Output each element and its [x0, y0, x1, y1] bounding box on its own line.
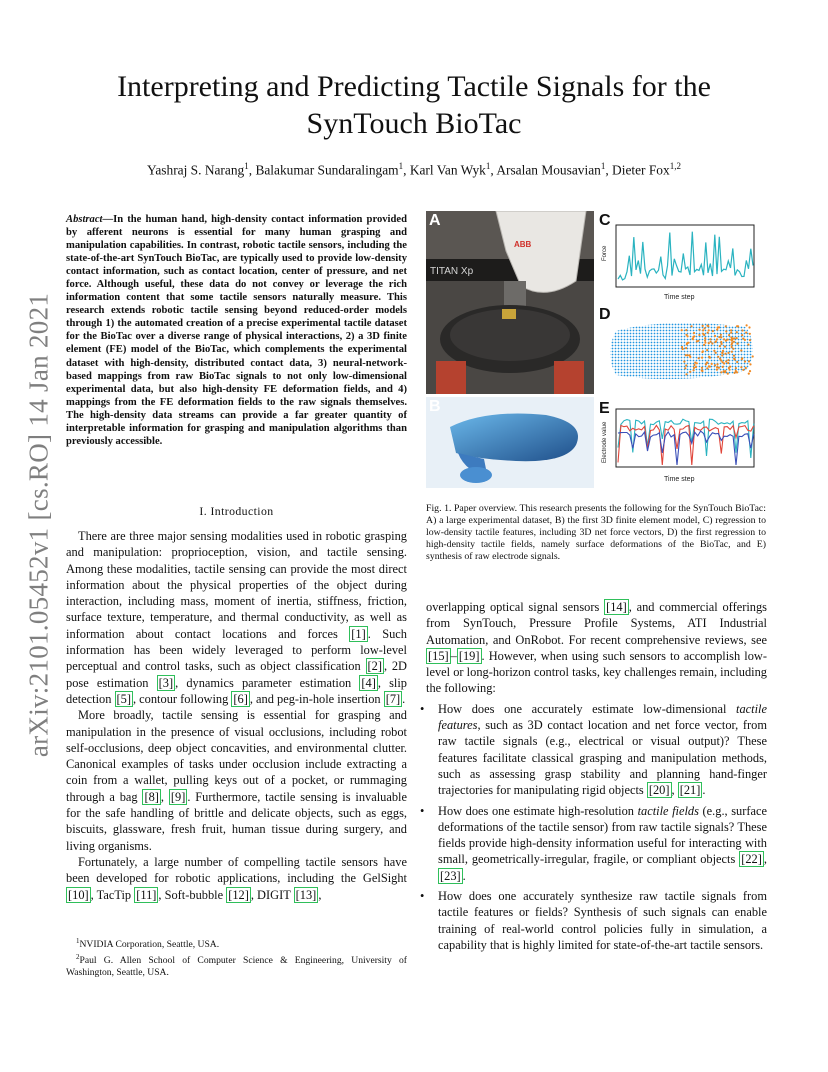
- force-plot: [596, 211, 760, 303]
- citation-link[interactable]: [12]: [228, 887, 249, 902]
- body-text: , slip detection: [66, 675, 407, 706]
- panel-e-electrode-plot: [596, 399, 760, 488]
- list-item: [426, 888, 767, 953]
- body-text: ,: [160, 789, 169, 804]
- body-text: .: [402, 691, 406, 706]
- body-text: How does one accurately synthesize raw tactile signals from tactile features or fields? Synthesis of such signals can enable training of real-world control policies fully in simulation, a capability that is highly limited for state-of-the-art tactile sensors.: [438, 889, 767, 952]
- author-name: Arsalan Mousavian: [496, 162, 601, 178]
- challenge-list: [426, 701, 767, 953]
- footnote-1: $^1$NVIDIA Corporation, Seattle, USA.: [76, 937, 220, 951]
- author-name: Dieter Fox: [612, 162, 670, 178]
- electrode-series-3: [618, 431, 754, 465]
- force-ylabel: Force: [602, 245, 608, 261]
- intro-right-column: [426, 599, 767, 957]
- body-text: There are three major sensing modalities used in robotic grasping and manipulation: proprioception, vision, and tactile sensing. Among these modalities, tactile sensing can provide the most direct information about the physical properties of the object during interaction, including mass, moment of inertia, stiffness, friction, surface texture, temperature, and thermal conductivity, as well as information about contact locations and forces: [66, 529, 407, 641]
- figure-caption: Fig. 1. Paper overview. This research presents the following for the SynTouch BioTac: A) a large experimental dataset, B) the first 3D finite element model, C) regression to low-density tactile features, including 3D net force vectors, D) the first regression to high-density tactile fields, namely surface deformations of the BioTac, and E) synthesis of raw electrode signals.: [426, 503, 766, 563]
- body-text: tactile features: [438, 701, 767, 733]
- body-text: , 2D pose estimation: [66, 659, 407, 690]
- citation-link[interactable]: [9]: [170, 789, 186, 804]
- body-text: , such as 3D contact location and net force vector, from raw tactile signals (e.g., electrical or visual output)? These features facilitate classical grasping and manipulation methods, such as assessing grasp stability and planning hand-finger trajectories for manipulating rigid objects: [438, 718, 767, 798]
- deformation-plot: [596, 305, 760, 397]
- body-text: , TacTip: [90, 887, 135, 902]
- body-text: .: [702, 783, 706, 798]
- footnote-2: $^2$Paul G. Allen School of Computer Science & Engineering, University of Washington, Seattle, USA.: [66, 953, 407, 979]
- body-text: Fortunately, a large number of compelling tactile sensors have been developed for robotic applications, including the GelSight: [66, 854, 407, 886]
- body-text: , DIGIT: [250, 887, 294, 902]
- title-line-1: Interpreting and Predicting Tactile Signals for the: [117, 70, 711, 103]
- panel-label-c: C: [599, 212, 611, 229]
- electrode-xlabel: Time step: [664, 476, 695, 483]
- citation-link[interactable]: [20]: [648, 783, 670, 798]
- author-affiliation: 1: [485, 161, 491, 171]
- citation-link[interactable]: [22]: [741, 852, 762, 867]
- body-text: (e.g., surface deformations of the tactile sensor) from raw tactile signals? These fields provide high-density information useful for interacting with small, geometrically-irregular, fragile, or compliant objects: [438, 803, 767, 867]
- footnotes: [66, 935, 407, 979]
- intro-paragraph-3: [66, 854, 407, 903]
- arxiv-stamp: arXiv:2101.05452v1 [cs.RO] 14 Jan 2021: [23, 292, 54, 758]
- intro-paragraph-2: [66, 707, 407, 854]
- body-text: ,: [318, 887, 322, 902]
- body-text: tactile fields: [637, 803, 699, 818]
- body-text: ,: [763, 852, 767, 867]
- author-list: Yashraj S. Narang$^1$, Balakumar Sundaralingam$^1$, Karl Van Wyk$^1$, Arsalan Mousavian$^1$, Dieter Fox$^{1,2}$: [147, 161, 681, 178]
- intro-left-column: [66, 528, 407, 903]
- citation-link[interactable]: [10]: [68, 887, 89, 902]
- citation-link[interactable]: [6]: [233, 691, 248, 706]
- intro-paragraph-1: [66, 528, 407, 707]
- electrode-series-2: [618, 425, 754, 465]
- panel-label-e: E: [599, 400, 610, 417]
- body-text: . However, when using such sensors to accomplish low-level or long-horizon control tasks, key challenges remain, including the following:: [426, 648, 767, 696]
- citation-link[interactable]: [4]: [361, 675, 376, 690]
- list-item: [426, 701, 767, 799]
- panel-label-b: B: [429, 398, 441, 415]
- electrode-plot: [596, 399, 760, 488]
- citation-link[interactable]: [5]: [116, 691, 131, 706]
- robot-photo: [426, 211, 594, 394]
- body-text: , Soft-bubble: [158, 887, 227, 902]
- citation-link[interactable]: [1]: [351, 626, 366, 641]
- panel-d-deformation-field: [596, 305, 760, 397]
- author-affiliation: 1,2: [669, 161, 681, 171]
- body-text: overlapping optical signal sensors: [426, 600, 605, 614]
- author-name: Yashraj S. Narang: [147, 162, 245, 178]
- author-affiliation: 1: [244, 161, 249, 171]
- electrode-ylabel: Electrode value: [602, 421, 608, 463]
- body-text: .: [462, 868, 466, 883]
- panel-b-fe-model: [426, 397, 594, 488]
- body-text: . Such information has been widely leveraged to perform low-level perceptual and control tasks, such as object classification: [66, 626, 408, 674]
- citation-link[interactable]: [3]: [158, 675, 174, 690]
- citation-link[interactable]: [7]: [385, 691, 401, 706]
- body-text: How does one accurately estimate low-dimensional: [438, 701, 737, 716]
- body-text: , and peg-in-hole insertion: [249, 691, 384, 706]
- citation-link[interactable]: [13]: [295, 887, 317, 902]
- body-text: , and commercial offerings from SynTouch, Pressure Profile Systems, ATI Industrial Automation, and OnRobot. For recent comprehensive reviews, see: [426, 600, 767, 647]
- body-text: ,: [671, 783, 678, 798]
- robot-model-text: TITAN Xp: [430, 266, 474, 277]
- figure-1: [426, 211, 760, 488]
- panel-a-photo: [426, 211, 594, 394]
- body-text: , dynamics parameter estimation: [175, 675, 360, 690]
- fe-model-render: [426, 397, 594, 488]
- list-item: [426, 803, 767, 884]
- title-line-2: SynTouch BioTac: [306, 107, 522, 140]
- section-heading: I. Introduction: [199, 504, 274, 518]
- abstract-text: —In the human hand, high-density contact information provided by afferent neurons is essential for many human grasping and manipulation capabilities. In contrast, robotic tactile sensors, including the state-of-the-art SynTouch BioTac, are typically used to provide low-density contact information, such as contact location, center of pressure, and net force. Although useful, these data do not convey or leverage the rich information content that some tactile sensors naturally measure. This research extends robotic tactile sensing beyond reduced-order models through 1) the automated creation of a precise experimental tactile dataset for the BioTac over a diverse range of physical interactions, 2) a 3D finite element (FE) model of the BioTac, which complements the experimental dataset with high-density, distributed contact data, 3) neural-network-based mappings from raw BioTac signals to not only low-dimensional experimental data, but also high-density FE deformation fields, and 4) mappings from the FE deformation fields to the raw signals themselves. The high-density data streams can provide a far greater quantity of interpretable information for grasping and manipulation algorithms than previously accessible.: [66, 214, 407, 447]
- citation-link[interactable]: [11]: [136, 887, 157, 902]
- citation-link[interactable]: [23]: [440, 868, 461, 883]
- citation-link[interactable]: [2]: [367, 659, 382, 674]
- citation-link[interactable]: [14]: [606, 600, 627, 614]
- citation-link[interactable]: [21]: [679, 783, 701, 798]
- author-name: Karl Van Wyk: [409, 162, 486, 178]
- citation-link[interactable]: [19]: [458, 648, 480, 663]
- body-text: . Furthermore, tactile sensing is invaluable for the safe handling of brittle and delicate objects, such as eggs, biscuits, glassware, fresh fruit, human tissue during surgery, and living organisms.: [66, 789, 407, 853]
- author-affiliation: 1: [398, 161, 404, 171]
- body-text: How does one estimate high-resolution: [438, 803, 638, 818]
- panel-label-d: D: [599, 306, 611, 323]
- abstract: [66, 213, 407, 448]
- body-text: More broadly, tactile sensing is essential for grasping and manipulation in the presence of visual occlusions, including robot self-occlusions, deep object concavities, and environmental clutter. Canonical examples of tasks under occlusion include extracting a coin from a wallet, pulling keys out of a pocket, or rummaging through a bag: [66, 708, 407, 804]
- force-series-line: [618, 232, 753, 280]
- panel-label-a: A: [429, 212, 441, 229]
- body-text: , contour following: [132, 691, 232, 706]
- paper-title: [60, 68, 768, 142]
- panel-c-force-plot: [596, 211, 760, 303]
- citation-link[interactable]: [15]: [428, 648, 449, 663]
- force-xlabel: Time step: [664, 294, 695, 301]
- robot-brand-text: ABB: [514, 240, 532, 249]
- abstract-label: Abstract: [66, 214, 103, 225]
- right-paragraph-1: [426, 599, 767, 697]
- body-text: –: [450, 648, 457, 663]
- citation-link[interactable]: [8]: [144, 789, 159, 804]
- author-affiliation: 1: [600, 161, 606, 171]
- author-name: Balakumar Sundaralingam: [255, 162, 399, 178]
